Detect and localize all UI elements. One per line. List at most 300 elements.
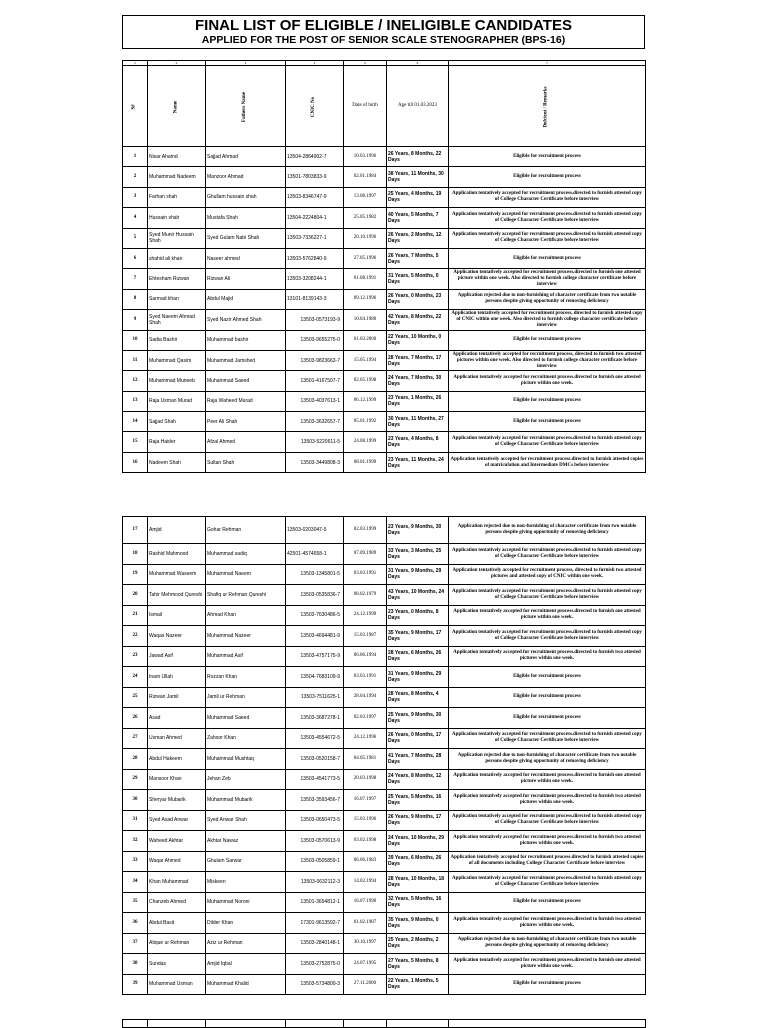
age-cell: 28 Years, 6 Months, 26 Days	[387, 646, 449, 667]
age-cell: 23 Years, 4 Months, 8 Days	[387, 432, 449, 452]
cnic-cell: 13503-4554672-5	[286, 728, 344, 749]
cnic-cell: 13503-4541773-5	[286, 769, 344, 790]
father-name-cell: Gohar Rehman	[206, 517, 286, 544]
table-row	[123, 728, 646, 749]
cnic-cell: 13503-0573193-9	[286, 310, 344, 330]
table-row	[123, 330, 646, 350]
table-row	[123, 831, 646, 852]
table-row	[123, 564, 646, 585]
date-of-birth-cell: 27.11.2000	[344, 974, 387, 995]
remarks-cell: Application tentatively accepted for recruitment process.directed to furnish one attested picture within one week.	[449, 371, 646, 391]
serial-number-cell: 29	[123, 769, 148, 790]
date-of-birth-cell: 03.02.1998	[344, 831, 387, 852]
header-remarks: Defcient / Remarks	[449, 66, 646, 147]
cnic-cell: 13501-3654812-1	[286, 892, 344, 913]
serial-number-cell: 38	[123, 954, 148, 975]
cnic-cell: 13503-0203047-5	[286, 517, 344, 544]
candidate-name-cell: Amjid	[148, 517, 206, 544]
serial-number-cell: 19	[123, 564, 148, 585]
candidate-name-cell: Rashid Mahmood	[148, 544, 206, 565]
serial-number-cell: 2	[123, 167, 148, 187]
remarks-cell: Eligible for recruitment process	[449, 687, 646, 708]
remarks-cell: Eligible for recruitment process	[449, 412, 646, 432]
table-row	[123, 810, 646, 831]
candidate-name-cell: Asad	[148, 708, 206, 729]
candidate-name-cell: Raja Haider	[148, 432, 206, 452]
date-of-birth-cell: 15.03.1996	[344, 810, 387, 831]
header-sno: S#	[123, 66, 148, 147]
serial-number-cell: 15	[123, 432, 148, 452]
father-name-cell: Jehan Zeb	[206, 769, 286, 790]
cnic-cell: 13503-3632657-7	[286, 412, 344, 432]
date-of-birth-cell: 06.06.1994	[344, 646, 387, 667]
candidate-name-cell: Usman Ahmed	[148, 728, 206, 749]
cnic-cell: 13503-0505859-1	[286, 851, 344, 872]
candidate-name-cell: Sadia Bashir	[148, 330, 206, 350]
remarks-cell: Application tentatively accepted for recruitment process, directed to furnish attested copy of CNIC within one week. Also directed to furnish college character certificate before interview	[449, 310, 646, 330]
remarks-cell: Application tentatively accepted for recruitment process.directed to furnish one attested picture within one week.	[449, 605, 646, 626]
remarks-cell: Application tentatively accepted for recruitment process.directed to furnish attested copy of College Character Certificate before interview	[449, 810, 646, 831]
age-cell: 40 Years, 5 Months, 7 Days	[387, 208, 449, 228]
remarks-cell: Application tentatively accepted for recruitment process.directed to furnish attested copy of College Character Certificate before interview	[449, 187, 646, 207]
table-row	[123, 208, 646, 228]
remarks-cell: Application tentatively accepted for recruitment process.directed to furnish attested copy of College Character Certificate before interview	[449, 728, 646, 749]
father-name-cell: Syed Nazir Ahmed Shah	[206, 310, 286, 330]
father-name-cell: Muhammad bashir	[206, 330, 286, 350]
table-row	[123, 167, 646, 187]
date-of-birth-cell: 06.06.1983	[344, 851, 387, 872]
age-cell: 24 Years, 7 Months, 30 Days	[387, 371, 449, 391]
serial-number-cell: 8	[123, 289, 148, 309]
serial-number-cell: 22	[123, 626, 148, 647]
age-cell: 28 Years, 8 Months, 4 Days	[387, 687, 449, 708]
age-cell: 25 Years, 2 Months, 2 Days	[387, 933, 449, 954]
table-row	[123, 954, 646, 975]
cnic-cell: 13501-7803833-9	[286, 167, 344, 187]
serial-number-cell: 1	[123, 147, 148, 167]
father-name-cell: Raja Waheed Murad	[206, 391, 286, 411]
serial-number-cell: 33	[123, 851, 148, 872]
serial-number-cell: 34	[123, 872, 148, 893]
age-cell: 23 Years, 0 Months, 8 Days	[387, 605, 449, 626]
table-row	[123, 517, 646, 544]
father-name-cell: Muhammad Noroni	[206, 892, 286, 913]
remarks-cell: Application tentatively accepted for recruitment process.directed to furnish two attested pictures within one week.	[449, 646, 646, 667]
father-name-cell: Muhammad Saeed	[206, 708, 286, 729]
remarks-cell: Eligible for recruitment process	[449, 248, 646, 268]
father-name-cell: Sultan Shah	[206, 452, 286, 472]
candidate-name-cell: Khan Muhammad	[148, 872, 206, 893]
remarks-cell: Eligible for recruitment process	[449, 708, 646, 729]
column-number: 6	[387, 61, 449, 66]
serial-number-cell: 37	[123, 933, 148, 954]
age-cell: 22 Years, 1 Months, 5 Days	[387, 974, 449, 995]
serial-number-cell: 16	[123, 452, 148, 472]
remarks-cell: Application tentatively accepted for recruitment process.directed to furnish attested copy of College Character Certificate before interview	[449, 432, 646, 452]
age-cell: 22 Years, 10 Months, 0 Days	[387, 330, 449, 350]
cnic-cell: 13503-0570613-9	[286, 831, 344, 852]
candidate-name-cell: Waqar Ahmed	[148, 851, 206, 872]
father-name-cell: Muhammad Naeem	[206, 564, 286, 585]
remarks-cell: Application rejected due to non-furnishing of character certificate from two notable persons despite giving opportunity of removing deficiency	[449, 517, 646, 544]
father-name-cell: Ghullam hussain shah	[206, 187, 286, 207]
cnic-cell: 13503-7630486-5	[286, 605, 344, 626]
remarks-cell: Application rejected due to non-furnishing of character certificate from two notable persons despite giving opportunity of removing deficiency	[449, 289, 646, 309]
age-cell: 26 Years, 9 Months, 17 Days	[387, 810, 449, 831]
candidates-table-page2	[122, 516, 646, 995]
table-row	[123, 585, 646, 606]
remarks-cell: Eligible for recruitment process	[449, 391, 646, 411]
date-of-birth-cell: 02.03.1999	[344, 517, 387, 544]
father-name-cell: Muhammad Mushtaq	[206, 749, 286, 770]
date-of-birth-cell: 15.03.1987	[344, 626, 387, 647]
candidate-name-cell: Syed Asad Anwar	[148, 810, 206, 831]
title-box	[122, 15, 645, 49]
date-of-birth-cell: 13.08.1997	[344, 187, 387, 207]
age-cell: 42 Years, 8 Months, 22 Days	[387, 310, 449, 330]
date-of-birth-cell: 01.08.1991	[344, 269, 387, 289]
candidate-name-cell: Farhan shah	[148, 187, 206, 207]
table-row	[123, 391, 646, 411]
father-name-cell: Peer Ali Shah	[206, 412, 286, 432]
father-name-cell: Muhammad Saeed	[206, 371, 286, 391]
candidate-name-cell: Syed Naeem Ahmad Shah	[148, 310, 206, 330]
age-cell: 23 Years, 9 Months, 30 Days	[387, 517, 449, 544]
father-name-cell: Rozzan Khan	[206, 667, 286, 688]
date-of-birth-cell: 10.03.1996	[344, 147, 387, 167]
candidate-name-cell: Syed Munir Hussain Shah	[148, 228, 206, 248]
father-name-cell: Syed Gulam Nabi Shah	[206, 228, 286, 248]
age-cell: 27 Years, 5 Months, 8 Days	[387, 954, 449, 975]
date-of-birth-cell: 02.05.1998	[344, 371, 387, 391]
cnic-cell: 13503-3593456-7	[286, 790, 344, 811]
date-of-birth-cell: 30.10.1997	[344, 933, 387, 954]
candidate-name-cell: Abdul Basit	[148, 913, 206, 934]
father-name-cell: Manzoor Ahmad	[206, 167, 286, 187]
age-cell: 35 Years, 9 Months, 0 Days	[387, 913, 449, 934]
date-of-birth-cell: 28.04.1994	[344, 687, 387, 708]
candidate-name-cell: Abdul Hakeem	[148, 749, 206, 770]
candidate-name-cell: Sajjad Shah	[148, 412, 206, 432]
date-of-birth-cell: 20.03.1998	[344, 769, 387, 790]
age-cell: 30 Years, 11 Months, 27 Days	[387, 412, 449, 432]
cnic-cell: 42501-4574658-1	[286, 544, 344, 565]
date-of-birth-cell: 14.02.1994	[344, 872, 387, 893]
remarks-cell: Application tentatively accepted for recruitment process.directed to furnish attested copy of College Character Certificate before interview	[449, 228, 646, 248]
table-row	[123, 350, 646, 370]
cnic-cell: 13503-5762840-9	[286, 248, 344, 268]
age-cell: 26 Years, 8 Months, 22 Days	[387, 147, 449, 167]
candidate-name-cell: Rizwan Jamil	[148, 687, 206, 708]
remarks-cell: Application tentatively accepted for recruitment process.directed to furnish one attested picture within one week.	[449, 954, 646, 975]
remarks-cell: Application rejected due to non-furnishing of character certificate from two notable persons despite giving opportunity of removing deficiency	[449, 749, 646, 770]
cnic-cell: 13503-1345801-5	[286, 564, 344, 585]
serial-number-cell: 14	[123, 412, 148, 432]
serial-number-cell: 25	[123, 687, 148, 708]
remarks-cell: Eligible for recruitment process	[449, 167, 646, 187]
age-cell: 35 Years, 9 Months, 17 Days	[387, 626, 449, 647]
remarks-cell: Eligible for recruitment process	[449, 667, 646, 688]
serial-number-cell: 12	[123, 371, 148, 391]
remarks-cell: Eligible for recruitment process	[449, 892, 646, 913]
serial-number-cell: 30	[123, 790, 148, 811]
candidate-name-cell: Sarmad khan	[148, 289, 206, 309]
table-row	[123, 933, 646, 954]
candidate-name-cell: Muhammad Usman	[148, 974, 206, 995]
remarks-cell: Application tentatively accepted for recruitment process.directed to furnish attested copies of matriculation and Intermediate DMCs before interview	[449, 452, 646, 472]
serial-number-cell: 31	[123, 810, 148, 831]
father-name-cell: Abdul Majid	[206, 289, 286, 309]
date-of-birth-cell: 06.12.1999	[344, 391, 387, 411]
cnic-cell: 13503-9823663-7	[286, 350, 344, 370]
cnic-cell: 13503-7336227-1	[286, 228, 344, 248]
cnic-cell: 13503-0650473-5	[286, 810, 344, 831]
candidate-name-cell: Muhammad Qasim	[148, 350, 206, 370]
serial-number-cell: 13	[123, 391, 148, 411]
cnic-cell: 13503-2752875-0	[286, 954, 344, 975]
remarks-cell: Application tentatively accepted for recruitment process.directed to furnish one attested picture within one week. Also directed to furnish college character certificate before interview	[449, 269, 646, 289]
remarks-cell: Application rejected due to non-furnishing of character certificate from two notable persons despite giving opportunity of removing deficiency	[449, 933, 646, 954]
candidate-name-cell: Jawad Asif	[148, 646, 206, 667]
cnic-cell: 13503-7511625-1	[286, 687, 344, 708]
table-row	[123, 432, 646, 452]
column-number: 2	[148, 61, 206, 66]
serial-number-cell: 9	[123, 310, 148, 330]
cnic-cell: 13503-0632112-3	[286, 872, 344, 893]
table-row	[123, 646, 646, 667]
cnic-cell: 13503-2840148-1	[286, 933, 344, 954]
serial-number-cell: 20	[123, 585, 148, 606]
age-cell: 26 Years, 0 Months, 17 Days	[387, 728, 449, 749]
column-number: 7	[449, 61, 646, 66]
serial-number-cell: 35	[123, 892, 148, 913]
serial-number-cell: 5	[123, 228, 148, 248]
cnic-cell: 13503-5734800-3	[286, 974, 344, 995]
candidate-name-cell: Raja Usman Murad	[148, 391, 206, 411]
table-row	[123, 310, 646, 330]
table-row	[123, 626, 646, 647]
age-cell: 28 Years, 10 Months, 18 Days	[387, 872, 449, 893]
table-row	[123, 452, 646, 472]
serial-number-cell: 7	[123, 269, 148, 289]
father-name-cell: Muhammad Jamshed	[206, 350, 286, 370]
date-of-birth-cell: 24.12.1996	[344, 728, 387, 749]
age-cell: 25 Years, 9 Months, 30 Days	[387, 708, 449, 729]
table-row	[123, 749, 646, 770]
serial-number-cell: 17	[123, 517, 148, 544]
header-father-name: Fathers Name	[206, 66, 286, 147]
age-cell: 24 Years, 10 Months, 29 Days	[387, 831, 449, 852]
date-of-birth-cell: 24.08.1999	[344, 432, 387, 452]
date-of-birth-cell: 05.01.1992	[344, 412, 387, 432]
age-cell: 31 Years, 9 Months, 29 Days	[387, 667, 449, 688]
cnic-cell: 13503-9655275-0	[286, 330, 344, 350]
remarks-cell: Eligible for recruitment process	[449, 330, 646, 350]
father-name-cell: Miskeen	[206, 872, 286, 893]
date-of-birth-cell: 16.07.1997	[344, 790, 387, 811]
cnic-cell: 13503-8346747-9	[286, 187, 344, 207]
date-of-birth-cell: 25.05.1982	[344, 208, 387, 228]
table-row	[123, 790, 646, 811]
date-of-birth-cell: 08.02.1979	[344, 585, 387, 606]
header-dob: Date of birth	[344, 66, 387, 147]
date-of-birth-cell: 10.04.1980	[344, 310, 387, 330]
header-cnic: CNIC No	[286, 66, 344, 147]
age-cell: 33 Years, 3 Months, 25 Days	[387, 544, 449, 565]
candidate-name-cell: Nisar Ahamd	[148, 147, 206, 167]
candidate-name-cell: Waheed Akhtar	[148, 831, 206, 852]
header-row	[123, 66, 646, 147]
cnic-cell: 13503-3687278-1	[286, 708, 344, 729]
father-name-cell: Amjid Iqbal	[206, 954, 286, 975]
cnic-cell: 13503-4757175-9	[286, 646, 344, 667]
date-of-birth-cell: 15.05.1994	[344, 350, 387, 370]
table-row	[123, 851, 646, 872]
remarks-cell: Eligible for recruitment process	[449, 147, 646, 167]
table-row	[123, 269, 646, 289]
serial-number-cell: 24	[123, 667, 148, 688]
father-name-cell: Naseer ahmed	[206, 248, 286, 268]
remarks-cell: Application tentatively accepted for recruitment process.directed to furnish attested copy of College Character Certificate before interview	[449, 585, 646, 606]
cnic-cell: 13504-2864902-7	[286, 147, 344, 167]
candidate-name-cell: Nadeem Shah	[148, 452, 206, 472]
father-name-cell: Akhtar Nawaz	[206, 831, 286, 852]
age-cell: 24 Years, 8 Months, 12 Days	[387, 769, 449, 790]
candidate-name-cell: Muhammad Muneeb	[148, 371, 206, 391]
table-row	[123, 913, 646, 934]
date-of-birth-cell: 02.03.1997	[344, 708, 387, 729]
table-row	[123, 412, 646, 432]
serial-number-cell: 28	[123, 749, 148, 770]
table-row	[123, 687, 646, 708]
cnic-cell: 13503-0520158-7	[286, 749, 344, 770]
table-row	[123, 769, 646, 790]
date-of-birth-cell: 02.01.1984	[344, 167, 387, 187]
age-cell: 26 Years, 0 Months, 23 Days	[387, 289, 449, 309]
age-cell: 31 Years, 5 Months, 0 Days	[387, 269, 449, 289]
father-name-cell: Muhammad Mubarik	[206, 790, 286, 811]
candidates-table-page1	[122, 60, 646, 473]
table-row	[123, 605, 646, 626]
candidate-name-cell: shahid ali khan	[148, 248, 206, 268]
table-row	[123, 228, 646, 248]
age-cell: 38 Years, 11 Months, 30 Days	[387, 167, 449, 187]
date-of-birth-cell: 16.07.1990	[344, 892, 387, 913]
remarks-cell: Application tentatively accepted for recruitment process.directed to furnish one attested picture within one week.	[449, 769, 646, 790]
date-of-birth-cell: 20.10.1996	[344, 228, 387, 248]
age-cell: 43 Years, 10 Months, 24 Days	[387, 585, 449, 606]
father-name-cell: Shafiq ur Rehman Qureshi	[206, 585, 286, 606]
candidate-name-cell: Waqas Nazeer	[148, 626, 206, 647]
remarks-cell: Application tentatively accepted for recruitment process.directed to furnish attested copy of College Character Certificate before interview	[449, 208, 646, 228]
table-row	[123, 147, 646, 167]
remarks-cell: Application tentatively accepted for recruitment process, directed to furnish two attested pictures and attested copy of CNIC within one week.	[449, 564, 646, 585]
table-row	[123, 289, 646, 309]
father-name-cell: Muhammad Nazeer	[206, 626, 286, 647]
age-cell: 32 Years, 5 Months, 16 Days	[387, 892, 449, 913]
serial-number-cell: 10	[123, 330, 148, 350]
candidate-name-cell: Chanzeb Ahmed	[148, 892, 206, 913]
date-of-birth-cell: 03.03.1991	[344, 564, 387, 585]
cnic-cell: 13503-3208244-1	[286, 269, 344, 289]
date-of-birth-cell: 03.03.1991	[344, 667, 387, 688]
candidate-name-cell: Ehtesham Rizwan	[148, 269, 206, 289]
father-name-cell: Mustafa Shah	[206, 208, 286, 228]
table-row	[123, 371, 646, 391]
age-cell: 25 Years, 4 Months, 19 Days	[387, 187, 449, 207]
document-title: FINAL LIST OF ELIGIBLE / INELIGIBLE CANDIDATES	[195, 17, 572, 34]
column-number: 4	[286, 61, 344, 66]
age-cell: 26 Years, 7 Months, 5 Days	[387, 248, 449, 268]
date-of-birth-cell: 01.02.1987	[344, 913, 387, 934]
candidate-name-cell: Sundas	[148, 954, 206, 975]
remarks-cell: Application tentatively accepted for recruitment process.directed to furnish two attested pictures within one week.	[449, 913, 646, 934]
father-name-cell: Muhammad sadiq	[206, 544, 286, 565]
father-name-cell: Aziz ur Rehman	[206, 933, 286, 954]
serial-number-cell: 11	[123, 350, 148, 370]
date-of-birth-cell: 07.09.1989	[344, 544, 387, 565]
table-row	[123, 248, 646, 268]
date-of-birth-cell: 24.12.1999	[344, 605, 387, 626]
serial-number-cell: 4	[123, 208, 148, 228]
date-of-birth-cell: 27.05.1996	[344, 248, 387, 268]
remarks-cell: Eligible for recruitment process	[449, 974, 646, 995]
candidate-name-cell: Muhammad Nadeem	[148, 167, 206, 187]
serial-number-cell: 39	[123, 974, 148, 995]
father-name-cell: Zahoor Khan	[206, 728, 286, 749]
header-age: Age till 01.03.2023	[387, 66, 449, 147]
age-cell: 25 Years, 5 Months, 16 Days	[387, 790, 449, 811]
age-cell: 31 Years, 9 Months, 29 Days	[387, 564, 449, 585]
father-name-cell: Muhammad Khalid	[206, 974, 286, 995]
cnic-cell: 13503-0535836-7	[286, 585, 344, 606]
age-cell: 23 Years, 1 Months, 26 Days	[387, 391, 449, 411]
serial-number-cell: 18	[123, 544, 148, 565]
table-row	[123, 187, 646, 207]
candidate-name-cell: Tahir Mehmood Qureshi	[148, 585, 206, 606]
serial-number-cell: 6	[123, 248, 148, 268]
candidate-name-cell: Inam Ullah	[148, 667, 206, 688]
cnic-cell: 13101-8139143-3	[286, 289, 344, 309]
remarks-cell: Application tentatively accepted for recruitment process.directed to furnish two attested pictures within one week.	[449, 831, 646, 852]
candidate-name-cell: Ismail	[148, 605, 206, 626]
candidate-name-cell: Muhammad Waseem	[148, 564, 206, 585]
remarks-cell: Application tentatively accepted for recruitment process, directed to furnish two attested pictures within one week. Also directed to furnish college character certificate before interview	[449, 350, 646, 370]
serial-number-cell: 32	[123, 831, 148, 852]
date-of-birth-cell: 01.03.2000	[344, 330, 387, 350]
father-name-cell: Muhammad Asif	[206, 646, 286, 667]
father-name-cell: Sajjad Ahmad	[206, 147, 286, 167]
serial-number-cell: 21	[123, 605, 148, 626]
cnic-cell: 13504-7683109-9	[286, 667, 344, 688]
remarks-cell: Application tentatively accepted for recruitment process.directed to furnish attested copy of College Character Certificate before interview	[449, 872, 646, 893]
father-name-cell: Rizwan Ali	[206, 269, 286, 289]
cnic-cell: 17301-9613592-7	[286, 913, 344, 934]
father-name-cell: Dilder Khan	[206, 913, 286, 934]
cnic-cell: 13503-4037613-1	[286, 391, 344, 411]
candidate-name-cell: Hussain shah	[148, 208, 206, 228]
column-number: 5	[344, 61, 387, 66]
table-row	[123, 544, 646, 565]
remarks-cell: Application tentatively accepted for recruitment process.directed to furnish attested copy of College Character Certificate before interview	[449, 544, 646, 565]
date-of-birth-cell: 24.07.1995	[344, 954, 387, 975]
date-of-birth-cell: 09.12.1996	[344, 289, 387, 309]
serial-number-cell: 26	[123, 708, 148, 729]
serial-number-cell: 36	[123, 913, 148, 934]
table-row	[123, 872, 646, 893]
cnic-cell: 13501-4167507-7	[286, 371, 344, 391]
cnic-cell: 13504-2224804-1	[286, 208, 344, 228]
